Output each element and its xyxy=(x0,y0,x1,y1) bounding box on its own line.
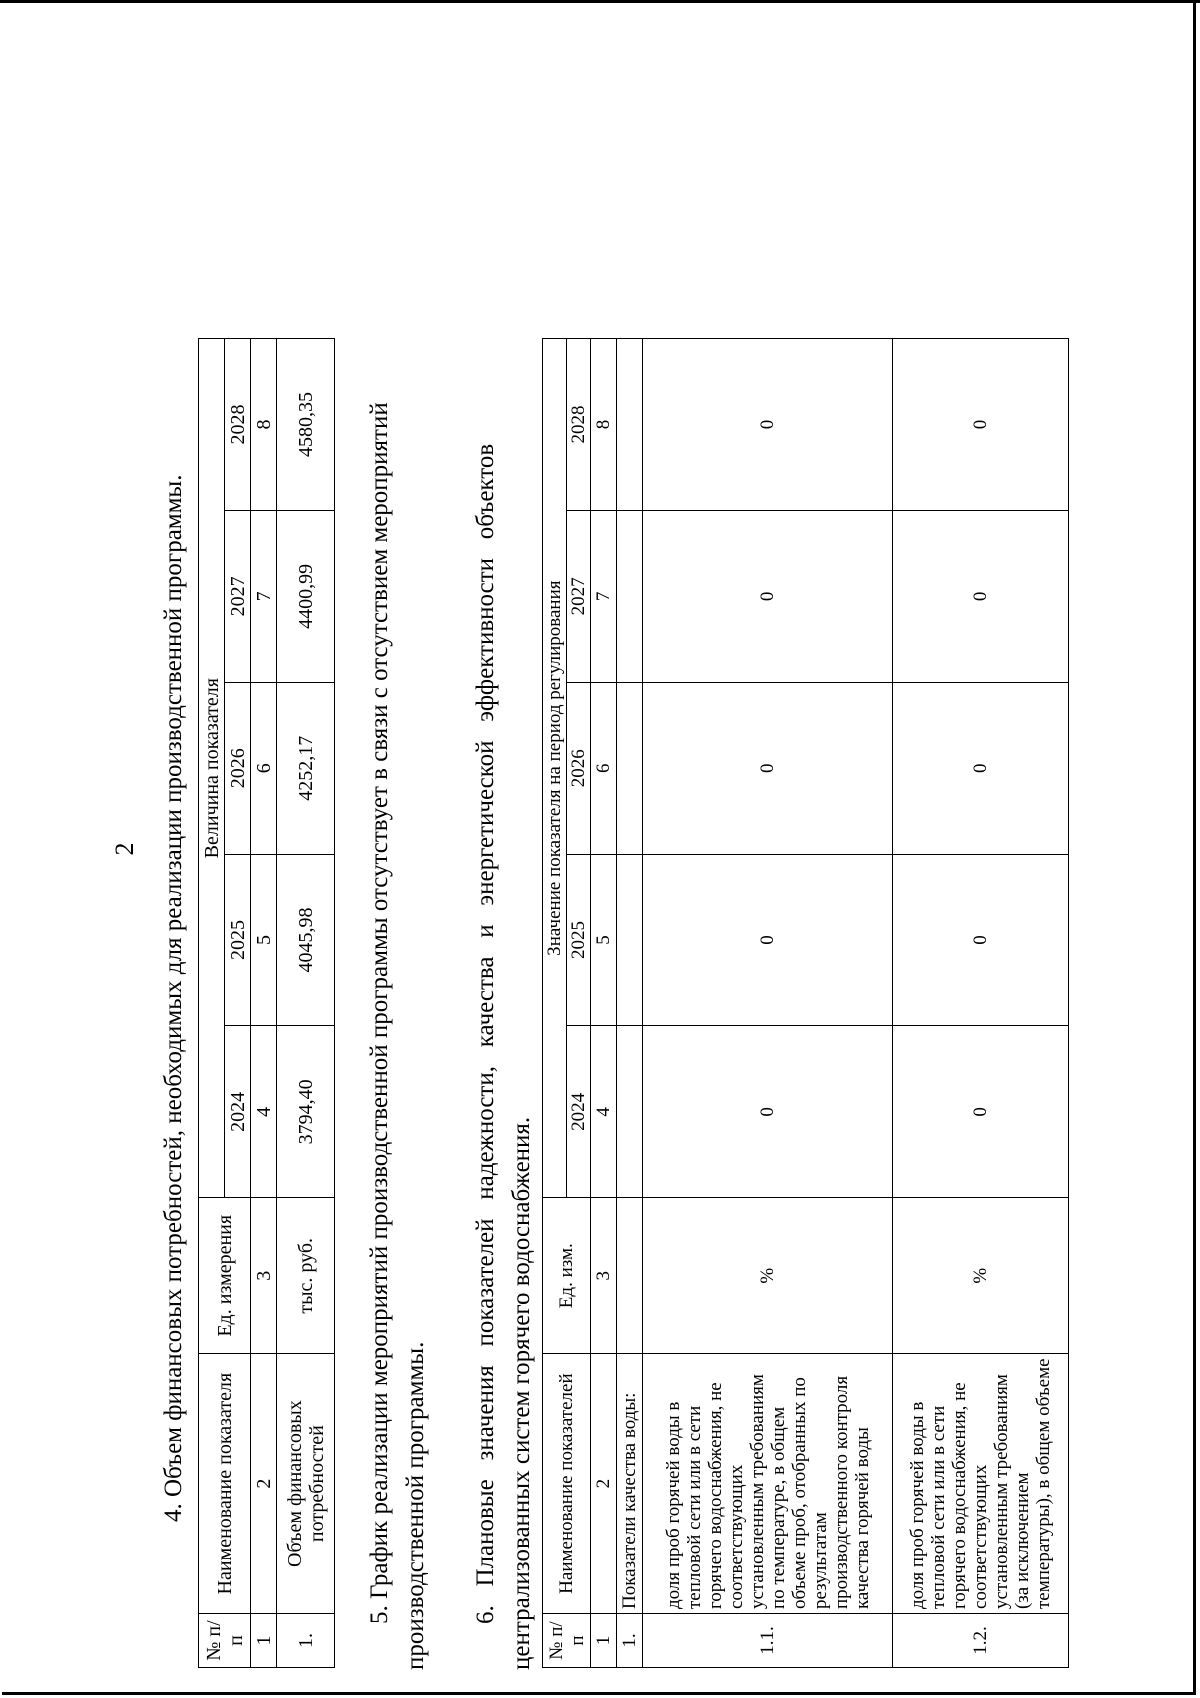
row-value: 4400,99 xyxy=(277,510,335,682)
header-unit: Ед. изм. xyxy=(543,1198,591,1354)
financial-needs-table xyxy=(198,338,335,1668)
section-6-line-2: централизованных систем горячего водоснабжения. xyxy=(508,1116,535,1670)
column-number-row xyxy=(251,339,277,1668)
column-number: 2 xyxy=(251,1354,277,1614)
column-number: 4 xyxy=(251,1026,277,1198)
column-number: 4 xyxy=(591,1026,617,1198)
column-number: 1 xyxy=(251,1614,277,1668)
row-name: доля проб горячей воды в тепловой сети или в сети горячего водоснабжения, не соответствующих установленным требованиям (за исключением температуры), в общем объеме xyxy=(893,1354,1069,1614)
empty-cell xyxy=(617,339,643,511)
header-no: № п/п xyxy=(199,1614,251,1668)
empty-cell xyxy=(617,1198,643,1354)
section-6-line-1: 6. Плановые значения показателей надежности, качества и энергетической эффективности объектов xyxy=(472,443,499,1624)
column-number: 5 xyxy=(591,854,617,1026)
row-name: Объем финансовых потребностей xyxy=(277,1354,335,1614)
row-value: 4252,17 xyxy=(277,682,335,854)
page-number: 2 xyxy=(110,842,139,856)
section-5-line-2: производственной программы. xyxy=(402,1341,429,1670)
row-value: 0 xyxy=(643,339,893,511)
header-year: 2025 xyxy=(567,854,591,1026)
row-value: 0 xyxy=(643,854,893,1026)
column-number: 7 xyxy=(251,510,277,682)
column-number: 1 xyxy=(591,1614,617,1668)
header-year: 2024 xyxy=(225,1026,251,1198)
column-number: 6 xyxy=(591,682,617,854)
header-no: № п/п xyxy=(543,1614,591,1668)
header-year: 2026 xyxy=(567,682,591,854)
row-unit: % xyxy=(893,1198,1069,1354)
row-no: 1. xyxy=(277,1614,335,1668)
header-value-group: Величина показателя xyxy=(199,339,225,1198)
group-row-name: Показатели качества воды: xyxy=(617,1354,643,1614)
row-value: 3794,40 xyxy=(277,1026,335,1198)
empty-cell xyxy=(617,682,643,854)
column-number: 5 xyxy=(251,854,277,1026)
header-year: 2027 xyxy=(567,510,591,682)
table-row xyxy=(893,339,1069,1668)
row-unit: тыс. руб. xyxy=(277,1198,335,1354)
row-value: 4580,35 xyxy=(277,339,335,511)
empty-cell xyxy=(617,1026,643,1198)
row-name: доля проб горячей воды в тепловой сети или в сети горячего водоснабжения, не соответствующих установленным требованиям по температуре, в общем объеме проб, отобранных по результатам производственного контроля качества горячей воды xyxy=(643,1354,893,1614)
row-no: 1.2. xyxy=(893,1614,1069,1668)
column-number: 8 xyxy=(591,339,617,511)
row-value: 0 xyxy=(893,510,1069,682)
column-number-row xyxy=(591,339,617,1668)
row-value: 0 xyxy=(643,682,893,854)
row-value: 0 xyxy=(893,339,1069,511)
header-name: Наименование показателей xyxy=(543,1354,591,1614)
column-number: 2 xyxy=(591,1354,617,1614)
header-year: 2025 xyxy=(225,854,251,1026)
reliability-quality-table xyxy=(542,338,1069,1668)
section-4-title: 4. Объем финансовых потребностей, необходимых для реализации производственной программы. xyxy=(160,474,187,1522)
row-value: 0 xyxy=(893,1026,1069,1198)
empty-cell xyxy=(617,854,643,1026)
column-number: 8 xyxy=(251,339,277,511)
section-5-line-1: 5. График реализации мероприятий производственной программы отсутствует в связи с отсутствием мероприятий xyxy=(366,402,393,1624)
header-name: Наименование показателя xyxy=(199,1354,251,1614)
header-year: 2024 xyxy=(567,1026,591,1198)
header-year: 2028 xyxy=(225,339,251,511)
row-value: 0 xyxy=(893,682,1069,854)
row-value: 0 xyxy=(643,1026,893,1198)
header-year: 2026 xyxy=(225,682,251,854)
column-number: 3 xyxy=(251,1198,277,1354)
group-row-no: 1. xyxy=(617,1614,643,1668)
column-number: 6 xyxy=(251,682,277,854)
header-value-group: Значение показателя на период регулирования xyxy=(543,339,567,1198)
row-no: 1.1. xyxy=(643,1614,893,1668)
row-value: 0 xyxy=(643,510,893,682)
table-row xyxy=(277,339,335,1668)
column-number: 3 xyxy=(591,1198,617,1354)
row-value: 0 xyxy=(893,854,1069,1026)
header-year: 2027 xyxy=(225,510,251,682)
row-unit: % xyxy=(643,1198,893,1354)
header-unit: Ед. измерения xyxy=(199,1198,251,1354)
header-year: 2028 xyxy=(567,339,591,511)
row-value: 4045,98 xyxy=(277,854,335,1026)
column-number: 7 xyxy=(591,510,617,682)
table-row xyxy=(643,339,893,1668)
group-row xyxy=(617,339,643,1668)
empty-cell xyxy=(617,510,643,682)
